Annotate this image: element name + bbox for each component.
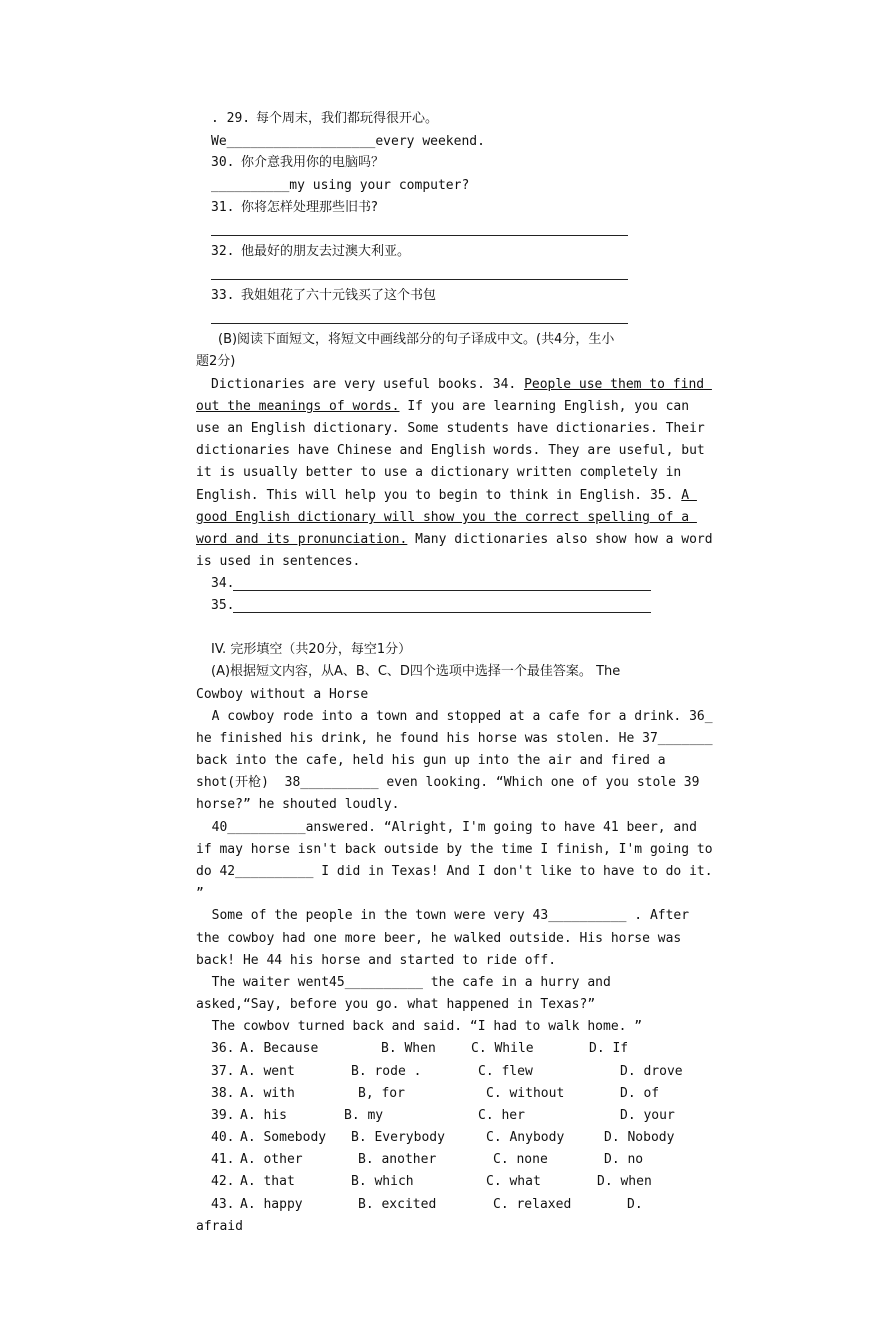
- underlined-sentence-35: A: [681, 488, 697, 503]
- story-line: The waiter went45__________ the cafe in a hurry and: [196, 975, 611, 990]
- choice-number: 37.: [211, 1064, 235, 1079]
- story-line: do 42__________ I did in Texas! And I don't like to have to do it.: [196, 864, 713, 879]
- story-line: 40__________answered. “Alright, I'm going to have 41 beer, and: [196, 820, 697, 835]
- story-line: horse?” he shouted loudly.: [196, 797, 400, 812]
- answer-34-line: [233, 590, 651, 591]
- choice-number: 38.: [211, 1086, 235, 1101]
- choice-c: C. flew: [478, 1064, 533, 1079]
- choice-a: A. with: [240, 1086, 295, 1101]
- q30-label: 30.: [211, 155, 235, 170]
- choice-b: B. another: [358, 1152, 437, 1167]
- q32-chinese: 他最好的朋友去过澳大利亚。: [241, 244, 411, 259]
- choice-a: A. his: [240, 1108, 287, 1123]
- choice-b: B. excited: [358, 1197, 437, 1212]
- story-line: shot(开枪) 38__________ even looking. “Which one of you stole 39: [196, 775, 700, 790]
- story-line: A cowboy rode into a town and stopped at a cafe for a drink. 36_: [196, 709, 713, 724]
- passage-line-4: dictionaries have Chinese and English words. They are useful, but: [196, 443, 705, 458]
- choice-b: B. Everybody: [351, 1130, 445, 1145]
- q33-label: 33.: [211, 288, 235, 303]
- choice-number: 42.: [211, 1174, 235, 1189]
- choice-c: C. none: [493, 1152, 548, 1167]
- section-b-instruction-1: (B)阅读下面短文，将短文中画线部分的句子译成中文。(共4分，生小: [218, 332, 615, 347]
- story-title: Cowboy without a Horse: [196, 687, 369, 702]
- choice-a: A. that: [240, 1174, 295, 1189]
- choice-b: B. rode .: [351, 1064, 422, 1079]
- choice-d: D. Nobody: [604, 1130, 675, 1145]
- choice-number: 39.: [211, 1108, 235, 1123]
- choice-d: D. when: [597, 1174, 652, 1189]
- q31-chinese: 你将怎样处理那些旧书?: [241, 200, 378, 215]
- q29-label: . 29.: [211, 111, 251, 126]
- choice-b: B, for: [358, 1086, 405, 1101]
- choice-number: 41.: [211, 1152, 235, 1167]
- underlined-sentence-34-end: out the meanings of words.: [196, 399, 400, 414]
- choice-c: C. without: [486, 1086, 565, 1101]
- underlined-sentence-34: People use them to find: [524, 377, 712, 392]
- q31-label: 31.: [211, 200, 235, 215]
- q30-english: __________my using your computer?: [211, 178, 470, 193]
- q32-answer-line: [211, 279, 628, 280]
- answer-35-label: 35.: [211, 598, 235, 613]
- passage-line-7: [196, 510, 697, 526]
- choice-b: B. my: [344, 1108, 384, 1123]
- story-line: if may horse isn't back outside by the time I finish, I'm going to: [196, 842, 713, 857]
- story-line: he finished his drink, he found his horse was stolen. He 37_______: [196, 731, 713, 746]
- q33-answer-line: [211, 323, 628, 324]
- choice-c: C. relaxed: [493, 1197, 572, 1212]
- answer-35-line: [233, 612, 651, 613]
- choice-c: C. her: [478, 1108, 525, 1123]
- choice-43-d-continued: afraid: [196, 1219, 243, 1234]
- choice-a: A. Because: [240, 1041, 319, 1056]
- choice-number: 40.: [211, 1130, 235, 1145]
- section-iv-title: IV. 完形填空（共20分，每空1分）: [211, 642, 412, 657]
- choice-d: D. of: [620, 1086, 660, 1101]
- choice-a: A. went: [240, 1064, 295, 1079]
- passage-line-2: out the meanings of words. If you are learning English, you can: [196, 399, 690, 414]
- choice-b: B. which: [351, 1174, 414, 1189]
- answer-34-label: 34.: [211, 576, 235, 591]
- choice-c: C. Anybody: [486, 1130, 565, 1145]
- q29-english: We___________________every weekend.: [211, 134, 485, 149]
- q31-answer-line: [211, 235, 628, 236]
- choice-a: A. other: [240, 1152, 303, 1167]
- choice-a: A. Somebody: [240, 1130, 327, 1145]
- story-line: back into the cafe, held his gun up into the air and fired a: [196, 753, 666, 768]
- passage-line-1: Dictionaries are very useful books. 34. People use them to find: [211, 377, 712, 392]
- choice-b: B. When: [381, 1041, 436, 1056]
- choice-number: 36.: [211, 1041, 235, 1056]
- choice-a: A. happy: [240, 1197, 303, 1212]
- q33-chinese: 我姐姐花了六十元钱买了这个书包: [241, 288, 437, 303]
- choice-d: D. no: [604, 1152, 644, 1167]
- story-line: ”: [196, 886, 204, 901]
- choice-d: D. If: [589, 1041, 629, 1056]
- passage-line-5: it is usually better to use a dictionary written completely in: [196, 465, 682, 480]
- story-line: asked,“Say, before you go. what happened in Texas?”: [196, 997, 596, 1012]
- passage-line-8: word and its pronunciation. Many dictionaries also show how a word: [196, 532, 713, 547]
- section-iv-instruction: (A)根据短文内容，从A、B、C、D四个选项中选择一个最佳答案。 The: [211, 664, 621, 679]
- choice-d: D. your: [620, 1108, 675, 1123]
- section-b-instruction-2: 题2分): [196, 354, 236, 369]
- passage-line-6: English. This will help you to begin to think in English. 35. A: [196, 488, 697, 503]
- passage-line-9: is used in sentences.: [196, 554, 361, 569]
- q29-chinese: 每个周末，我们都玩得很开心。: [256, 111, 439, 126]
- story-line: back! He 44 his horse and started to ride off.: [196, 953, 557, 968]
- q30-chinese: 你介意我用你的电脑吗？: [241, 155, 385, 170]
- passage-line-3: use an English dictionary. Some students have dictionaries. Their: [196, 421, 705, 436]
- choice-d: D.: [627, 1197, 643, 1212]
- story-line: Some of the people in the town were very 43__________ . After: [196, 908, 690, 923]
- choice-c: C. what: [486, 1174, 541, 1189]
- underlined-sentence-35-mid: good English dictionary will show you the correct spelling of a: [196, 510, 697, 525]
- underlined-sentence-35-end: word and its pronunciation.: [196, 532, 408, 547]
- choice-number: 43.: [211, 1197, 235, 1212]
- story-line: the cowboy had one more beer, he walked outside. His horse was: [196, 931, 682, 946]
- story-line: The cowbov turned back and said. “I had to walk home. ”: [196, 1019, 643, 1034]
- q32-label: 32.: [211, 244, 235, 259]
- choice-d: D. drove: [620, 1064, 683, 1079]
- choice-c: C. While: [471, 1041, 534, 1056]
